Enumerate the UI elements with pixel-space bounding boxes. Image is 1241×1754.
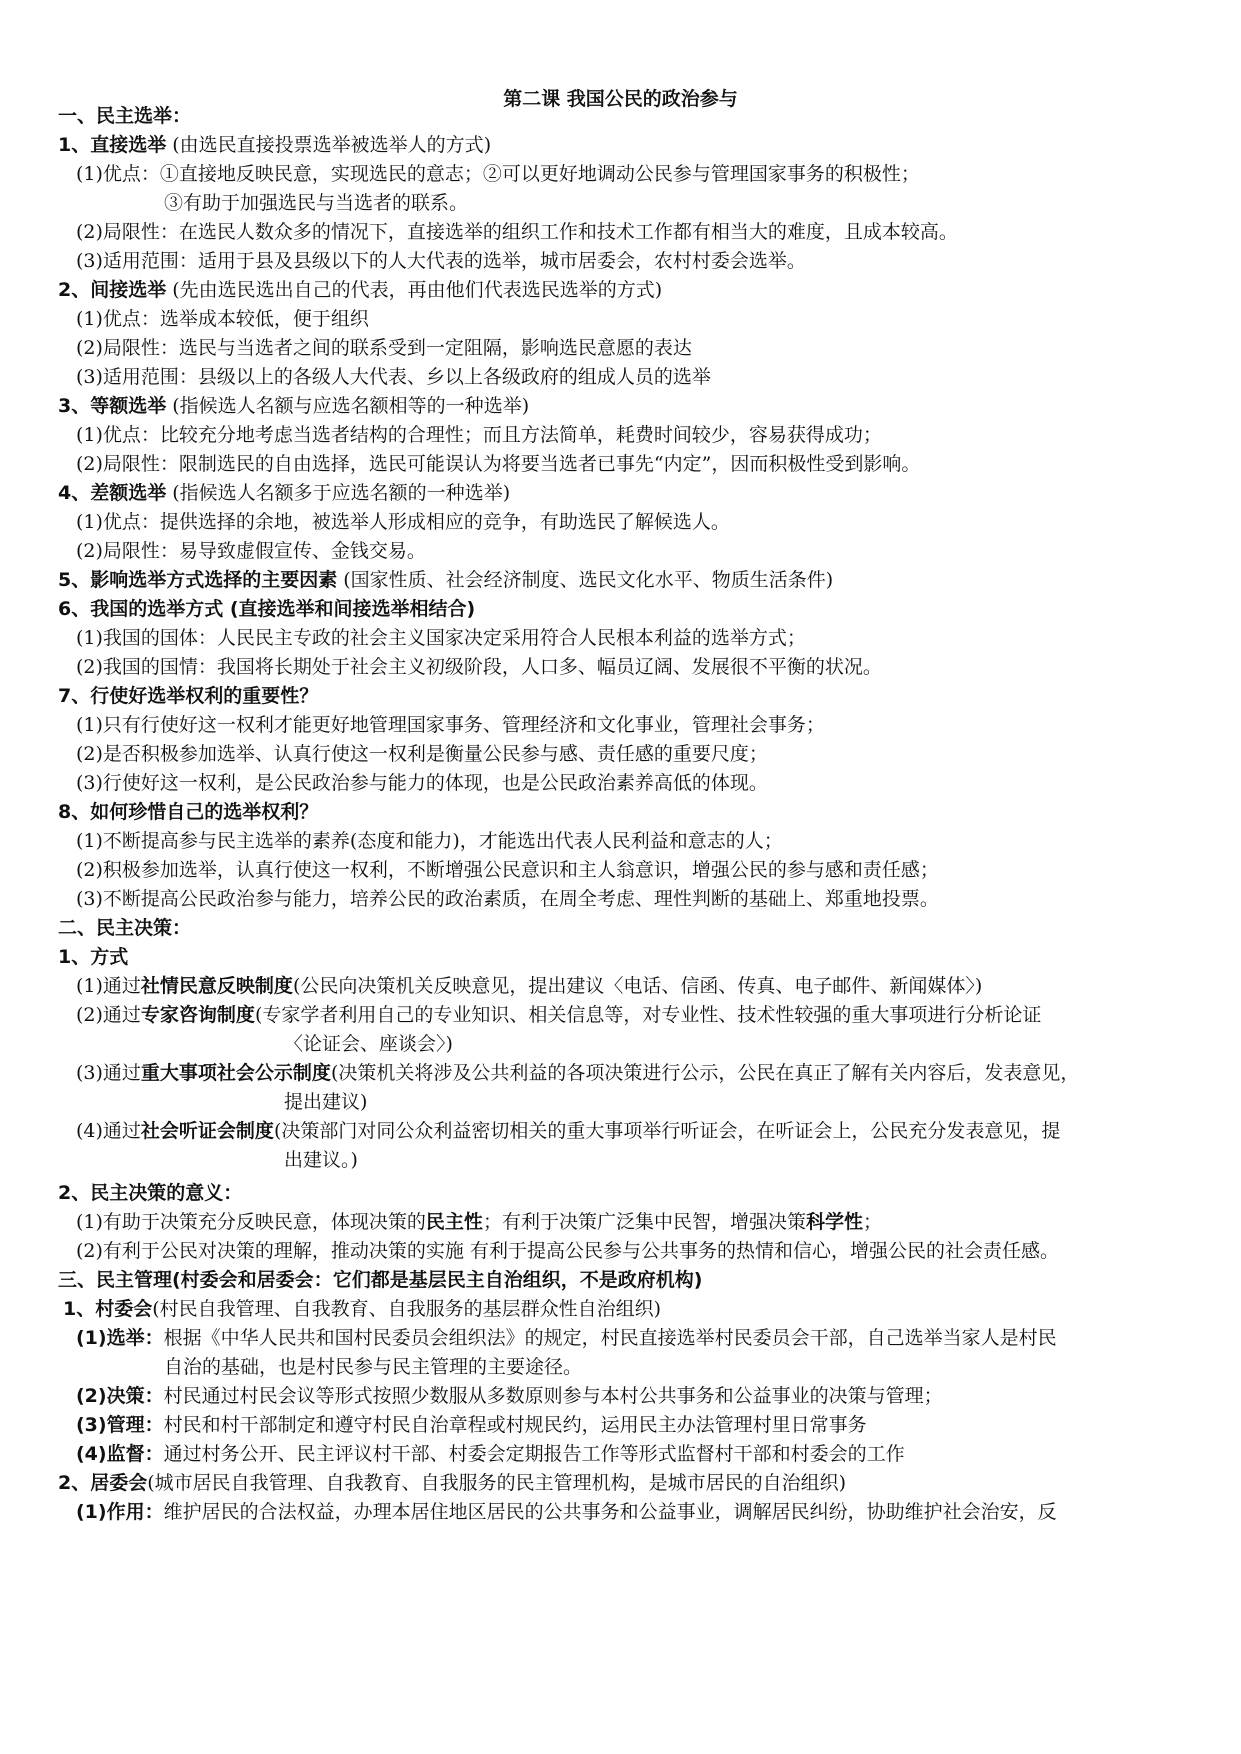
line-segment: 〈论证会、座谈会〉) — [284, 1033, 453, 1055]
text-line-l6 — [58, 596, 475, 622]
text-line-s3 — [58, 1267, 702, 1293]
text-line-n1a2 — [164, 1354, 582, 1380]
line-segment: (先由选民选出自己的代表，再由他们代表选民选举的方式) — [166, 279, 663, 301]
line-segment: 社情民意反映制度 — [140, 975, 293, 997]
line-segment: (决策机关将涉及公共利益的各项决策进行公示，公民在真正了解有关内容后，发表意见， — [330, 1062, 1080, 1084]
line-segment: (2)局限性：在选民人数众多的情况下，直接选举的组织工作和技术工作都有相当大的难度，且成本较高。 — [76, 221, 958, 243]
line-segment: (2)局限性：限制选民的自由选择，选民可能误认为将要当选者已事先“内定”，因而积极性受到影响。 — [76, 453, 921, 475]
line-segment: (1)优点：提供选择的余地，被选举人形成相应的竞争，有助选民了解候选人。 — [76, 511, 730, 533]
text-line-s1 — [58, 103, 191, 129]
line-segment: (1)有助于决策充分反映民意，体现决策的 — [76, 1211, 426, 1233]
text-line-m1c — [76, 1060, 1079, 1086]
line-segment: (2)积极参加选举，认真行使这一权利，不断增强公民意识和主人翁意识，增强公民的参与感和责任感； — [76, 859, 939, 881]
line-segment: (决策部门对同公众利益密切相关的重大事项举行听证会，在听证会上，公民充分发表意见，提 — [273, 1120, 1061, 1142]
line-segment: 维护居民的合法权益，办理本居住地区居民的公共事务和公益事业，调解居民纠纷，协助维护社会治安，反 — [163, 1501, 1057, 1523]
text-line-l1d — [76, 248, 806, 274]
line-segment: (2)我国的国情：我国将长期处于社会主义初级阶段，人口多、幅员辽阔、发展很不平衡的状况。 — [76, 656, 882, 678]
line-segment: (2)是否积极参加选举、认真行使这一权利是衡量公民参与感、责任感的重要尺度； — [76, 743, 768, 765]
text-line-l8b — [76, 857, 939, 883]
line-segment: (2)有利于公民对决策的理解，推动决策的实施 有利于提高公民参与公共事务的热情和信心，增强公民的社会责任感。 — [76, 1240, 1059, 1262]
line-segment: (1)优点：①直接地反映民意，实现选民的意志；②可以更好地调动公民参与管理国家事务的积极性； — [76, 163, 920, 185]
line-segment: ； — [862, 1211, 882, 1233]
text-line-n1 — [63, 1296, 661, 1322]
text-line-l1 — [58, 132, 491, 158]
text-line-l4a — [76, 509, 730, 535]
text-line-l3 — [58, 393, 529, 419]
text-line-n1d — [76, 1441, 905, 1467]
line-segment: 三、民主管理(村委会和居委会： — [58, 1269, 333, 1291]
line-segment: 8、如何珍惜自己的选举权利？ — [58, 801, 319, 823]
line-segment: (1)优点：比较充分地考虑当选者结构的合理性；而且方法简单，耗费时间较少，容易获得成功； — [76, 424, 882, 446]
line-segment: (3)不断提高公民政治参与能力，培养公民的政治素质，在周全考虑、理性判断的基础上、郑重地投票。 — [76, 888, 939, 910]
text-line-n1c — [76, 1412, 867, 1438]
line-segment: 社会听证会制度 — [140, 1120, 274, 1142]
line-segment: (城市居民自我管理、自我教育、自我服务的民主管理机构，是城市居民的自治组织) — [147, 1472, 847, 1494]
line-segment: 5、影响选举方式选择的主要因素 — [58, 569, 338, 591]
line-segment: (1)不断提高参与民主选举的素养(态度和能力)，才能选出代表人民利益和意志的人； — [76, 830, 783, 852]
line-segment: (1)作用： — [76, 1501, 164, 1523]
line-segment: 2、居委会 — [58, 1472, 148, 1494]
page-title: 第二课 我国公民的政治参与 — [503, 88, 738, 110]
text-line-s2 — [58, 915, 191, 941]
text-line-n2a — [76, 1499, 1057, 1525]
line-segment: 根据《中华人民共和国村民委员会组织法》的规定，村民直接选举村民委员会干部，自己选举当家人是村民 — [163, 1327, 1057, 1349]
text-line-l4 — [58, 480, 510, 506]
text-line-l6a — [76, 625, 806, 651]
text-line-l8 — [58, 799, 318, 825]
line-segment: (专家学者利用自己的专业知识、相关信息等，对专业性、技术性较强的重大事项进行分析论证 — [254, 1004, 1042, 1026]
text-line-l8c — [76, 886, 939, 912]
line-segment: (3)管理： — [76, 1414, 164, 1436]
line-segment: (2)局限性：易导致虚假宣传、金钱交易。 — [76, 540, 426, 562]
line-segment: 1、直接选举 — [58, 134, 167, 156]
line-segment: 自治的基础，也是村民参与民主管理的主要途径。 — [164, 1356, 583, 1378]
line-segment: 提出建议) — [284, 1091, 368, 1113]
line-segment: (3)适用范围：县级以上的各级人大代表、乡以上各级政府的组成人员的选举 — [76, 366, 711, 388]
text-line-l7b — [76, 741, 768, 767]
line-segment: 7、行使好选举权利的重要性？ — [58, 685, 319, 707]
line-segment: 民主性 — [425, 1211, 483, 1233]
text-line-l3b — [76, 451, 920, 477]
line-segment: (1)优点：选举成本较低，便于组织 — [76, 308, 369, 330]
text-line-l2c — [76, 364, 711, 390]
line-segment: (由选民直接投票选举被选举人的方式) — [166, 134, 492, 156]
line-segment: 科学性 — [805, 1211, 863, 1233]
text-line-m1d — [76, 1118, 1060, 1144]
text-line-l6b — [76, 654, 882, 680]
text-line-m2b — [76, 1238, 1059, 1264]
text-line-l4b — [76, 538, 426, 564]
line-segment: (指候选人名额多于应选名额的一种选举) — [166, 482, 511, 504]
text-line-l3a — [76, 422, 882, 448]
text-line-m1d2 — [284, 1147, 358, 1173]
line-segment: 村民通过村民会议等形式按照少数服从多数原则参与本村公共事务和公益事业的决策与管理； — [163, 1385, 943, 1407]
line-segment: 1、方式 — [58, 946, 129, 968]
text-line-m1a — [76, 973, 982, 999]
line-segment: (3)行使好这一权利，是公民政治参与能力的体现，也是公民政治素养高低的体现。 — [76, 772, 768, 794]
line-segment: (村民自我管理、自我教育、自我服务的基层群众性自治组织) — [152, 1298, 662, 1320]
line-segment: 通过村务公开、民主评议村干部、村委会定期报告工作等形式监督村干部和村委会的工作 — [163, 1443, 905, 1465]
line-segment: (3)通过 — [76, 1062, 141, 1084]
text-line-l2b — [76, 335, 692, 361]
line-segment: 2、民主决策的意义： — [58, 1182, 243, 1204]
line-segment: 出建议。) — [284, 1149, 358, 1171]
line-segment: 二、民主决策： — [58, 917, 192, 939]
text-line-m1c2 — [284, 1089, 367, 1115]
text-line-m2a — [76, 1209, 882, 1235]
text-line-l5 — [58, 567, 833, 593]
line-segment: ③有助于加强选民与当选者的联系。 — [164, 192, 469, 214]
line-segment: 2、间接选举 — [58, 279, 167, 301]
text-line-l7 — [58, 683, 318, 709]
line-segment: (3)适用范围：适用于县及县级以下的人大代表的选举，城市居委会，农村村委会选举。 — [76, 250, 806, 272]
text-line-m2 — [58, 1180, 242, 1206]
line-segment: 重大事项社会公示制度 — [140, 1062, 331, 1084]
text-line-l1b — [164, 190, 468, 216]
line-segment: (4)监督： — [76, 1443, 164, 1465]
line-segment: (1)只有行使好这一权利才能更好地管理国家事务、管理经济和文化事业，管理社会事务； — [76, 714, 825, 736]
line-segment: 1、村委会 — [63, 1298, 153, 1320]
line-segment: 村民和村干部制定和遵守村民自治章程或村规民约，运用民主办法管理村里日常事务 — [163, 1414, 867, 1436]
line-segment: (指候选人名额与应选名额相等的一种选举) — [166, 395, 530, 417]
line-segment: 一、民主选举： — [58, 105, 192, 127]
line-segment: (国家性质、社会经济制度、选民文化水平、物质生活条件) — [337, 569, 834, 591]
line-segment: (4)通过 — [76, 1120, 141, 1142]
text-line-m1b2 — [284, 1031, 453, 1057]
text-line-l7c — [76, 770, 768, 796]
text-line-m1b — [76, 1002, 1041, 1028]
line-segment: (1)我国的国体：人民民主专政的社会主义国家决定采用符合人民根本利益的选举方式； — [76, 627, 806, 649]
line-segment: 3、等额选举 — [58, 395, 167, 417]
line-segment: (2)决策： — [76, 1385, 164, 1407]
line-segment: 专家咨询制度 — [140, 1004, 255, 1026]
line-segment: 4、差额选举 — [58, 482, 167, 504]
line-segment: 6、我国的选举方式 (直接选举和间接选举相结合) — [58, 598, 476, 620]
line-segment: (公民向决策机关反映意见，提出建议〈电话、信函、传真、电子邮件、新闻媒体〉) — [292, 975, 983, 997]
text-line-l2 — [58, 277, 662, 303]
text-line-l8a — [76, 828, 783, 854]
text-line-m1 — [58, 944, 128, 970]
text-line-n1a — [76, 1325, 1057, 1351]
text-line-l2a — [76, 306, 369, 332]
line-segment: (1)通过 — [76, 975, 141, 997]
text-line-l1a — [76, 161, 920, 187]
text-line-l7a — [76, 712, 825, 738]
text-line-l1c — [76, 219, 958, 245]
line-segment: ；有利于决策广泛集中民智，增强决策 — [482, 1211, 806, 1233]
text-line-n2 — [58, 1470, 846, 1496]
text-line-n1b — [76, 1383, 943, 1409]
line-segment: (2)通过 — [76, 1004, 141, 1026]
line-segment: 它们都是基层民主自治组织，不是政府机构) — [332, 1269, 703, 1291]
line-segment: (1)选举： — [76, 1327, 164, 1349]
line-segment: (2)局限性：选民与当选者之间的联系受到一定阻隔，影响选民意愿的表达 — [76, 337, 692, 359]
